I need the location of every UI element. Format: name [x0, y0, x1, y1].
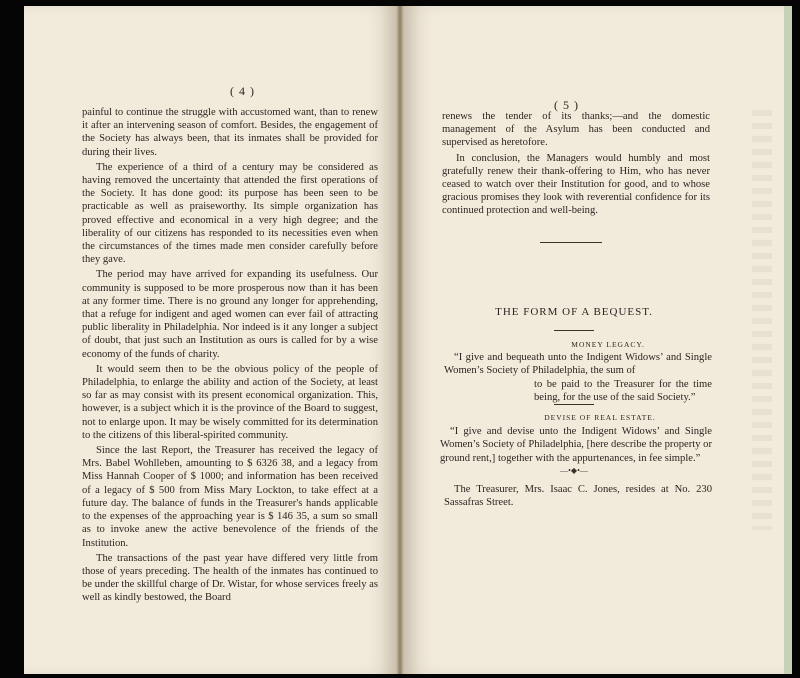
page-number-left: ( 4 ): [230, 84, 255, 98]
paragraph: painful to continue the struggle with accustomed want, than to renew it after an intervening season of comfort. Besides, the engagement of the Society has always been, that its inmates shall be provided for during their lives.: [82, 107, 378, 158]
bleed-through-text: [752, 110, 772, 530]
right-page: [404, 6, 784, 674]
paragraph: The period may have arrived for expanding its usefulness. Our community is supposed to be more prosperous now than it has been at any former time. There is no ground any longer for apprehending, that a refuge for indigent and aged women can ever fail of attracting public liberality in Philadelphia. Nor indeed is it any longer a subject of doubt, that just such an Institution as ours is called for by a wise economy of the funds of charity.: [82, 269, 378, 360]
cover-edge-right: [784, 6, 792, 674]
money-legacy-line-1: “I give and bequeath unto the Indigent Widows’ and Single Women’s Society of Philadelphia, the sum of: [444, 352, 712, 377]
section-divider: [540, 242, 602, 243]
paragraph: It would seem then to be the obvious policy of the people of Philadelphia, to enlarge the ability and action of the Society, at least so far as may consist with its present economical organization. This, however, is a subject which it is the province of the Board to suggest, not to enlarge upon. It may be wisely committed for its determination to the citizens of this liberal-spirited community.: [82, 363, 378, 441]
bequest-title: THE FORM OF A BEQUEST.: [495, 306, 653, 318]
money-legacy-heading: MONEY LEGACY.: [571, 340, 645, 349]
paragraph: The experience of a third of a century may be considered as having removed the uncertainty that attended the first operations of the Society. It has done good: its purpose has been seen to be practicable as well as praiseworthy. Its simple organization has proved effective and economical in a very high degree; and the liberality of our citizens has responded to its necessities even when the circumstances of the times made men consider carefully before they gave.: [82, 161, 378, 266]
paragraph: renews the tender of its thanks;—and the domestic management of the Asylum has been conducted and supervised as heretofore.: [442, 111, 710, 149]
money-legacy-line-2: to be paid to the Treasurer for the time being, for the use of the said Society.”: [534, 378, 712, 404]
page-number-right: ( 5 ): [554, 98, 579, 112]
left-page-body: [82, 106, 378, 607]
left-page: [24, 6, 396, 674]
legacy-divider: [554, 404, 594, 405]
paragraph: Since the last Report, the Treasurer has received the legacy of Mrs. Babel Wohlleben, amounting to $ 6326 38, and a legacy from Miss Hannah Cooper of $ 1000; and information has been received of a legacy of $ 500 from Miss Mary Lockton, to take effect at a future day. The balance of funds in the Treasurer's hands applicable to the expenses of the approaching year is $ 146 35, a sum so small as to invoke anew the active benevolence of the friends of the Institution.: [82, 445, 378, 549]
devise-paragraph: “I give and devise unto the Indigent Widows’ and Single Women’s Society of Philadelphia, [here describe the property or ground rent,] together with the appurtenances, in fee simple.”: [440, 426, 712, 464]
treasurer-text: The Treasurer, Mrs. Isaac C. Jones, resides at No. 230 Sassafras Street.: [444, 484, 712, 509]
treasurer-note: [444, 483, 712, 510]
paragraph: In conclusion, the Managers would humbly and most gratefully renew their thank-offering to Him, who has never ceased to watch over their Institution for good, and to whose gracious promises they look with reverential confidence for its continued protection and well-being.: [442, 152, 710, 217]
devise-heading: DEVISE OF REAL ESTATE.: [544, 413, 656, 422]
money-legacy-text: [444, 351, 712, 405]
devise-text: [440, 425, 712, 465]
right-page-body: [442, 110, 710, 220]
title-divider: [554, 330, 594, 331]
book-gutter: [396, 6, 404, 674]
paragraph: The transactions of the past year have differed very little from those of years preceding. The health of the inmates has continued to be under the skillful charge of Dr. Wistar, for whose services freely as well as kindly bestowed, the Board: [82, 552, 378, 604]
ornament-divider: —•◆•—: [560, 466, 588, 475]
